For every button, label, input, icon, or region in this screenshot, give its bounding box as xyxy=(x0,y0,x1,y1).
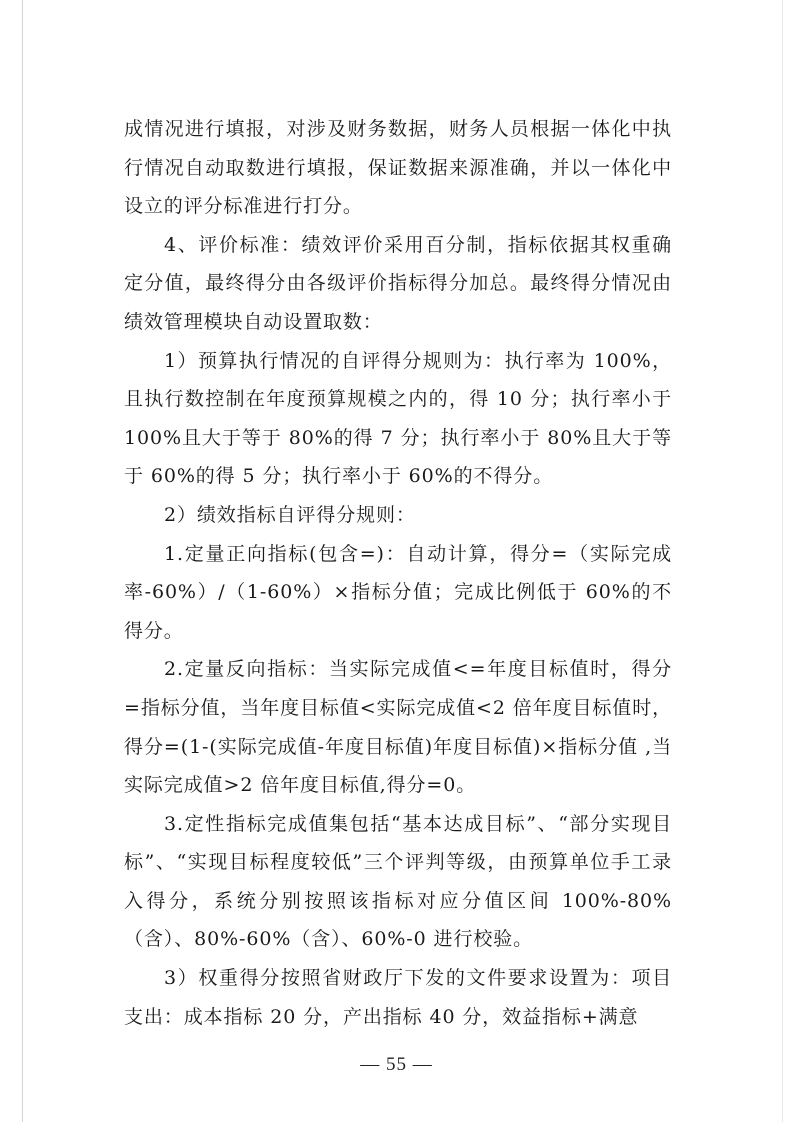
paragraph-negative-indicator: 2.定量反向指标：当实际完成值<=年度目标值时，得分=指标分值，当年度目标值<实际完成值<2 倍年度目标值时，得分=(1-(实际完成值-年度目标值)年度目标值)×指标分值 ,当实际完成值>2 倍年度目标值,得分=0。 xyxy=(124,658,672,797)
paragraph-qualitative-indicator: 3.定性指标完成值集包括“基本达成目标”、“部分实现目标”、“实现目标程度较低”三个评判等级，由预算单位手工录入得分，系统分别按照该指标对应分值区间 100%-80%（含）、80%-60%（含）、60%-0 进行校验。 xyxy=(124,812,672,951)
paragraph-evaluation-standard: 4、评价标准：绩效评价采用百分制，指标依据其权重确定分值，最终得分由各级评价指标得分加总。最终得分情况由绩效管理模块自动设置取数： xyxy=(124,233,672,333)
paragraph-positive-indicator: 1.定量正向指标(包含=)：自动计算，得分=（实际完成率-60%）/（1-60%）×指标分值；完成比例低于 60%的不得分。 xyxy=(124,542,672,642)
paragraph-indicator-rule-heading: 2）绩效指标自评得分规则： xyxy=(164,503,416,526)
paragraph-budget-execution-rule: 1）预算执行情况的自评得分规则为：执行率为 100%，且执行数控制在年度预算规模之内的，得 10 分；执行率小于 100%且大于等于 80%的得 7 分；执行率小于 80%且大于等于 60%的得 5 分；执行率小于 60%的不得分。 xyxy=(124,349,672,488)
body-text xyxy=(124,110,672,1036)
scan-left-edge xyxy=(22,0,23,1122)
page-number: — 55 — xyxy=(360,1054,433,1075)
paragraph-weight-score: 3）权重得分按照省财政厅下发的文件要求设置为：项目支出：成本指标 20 分，产出指标 40 分，效益指标+满意 xyxy=(124,967,672,1028)
paragraph-continuation: 成情况进行填报，对涉及财务数据，财务人员根据一体化中执行情况自动取数进行填报，保证数据来源准确，并以一体化中设立的评分标准进行打分。 xyxy=(124,118,672,218)
scan-right-edge xyxy=(782,0,783,1122)
